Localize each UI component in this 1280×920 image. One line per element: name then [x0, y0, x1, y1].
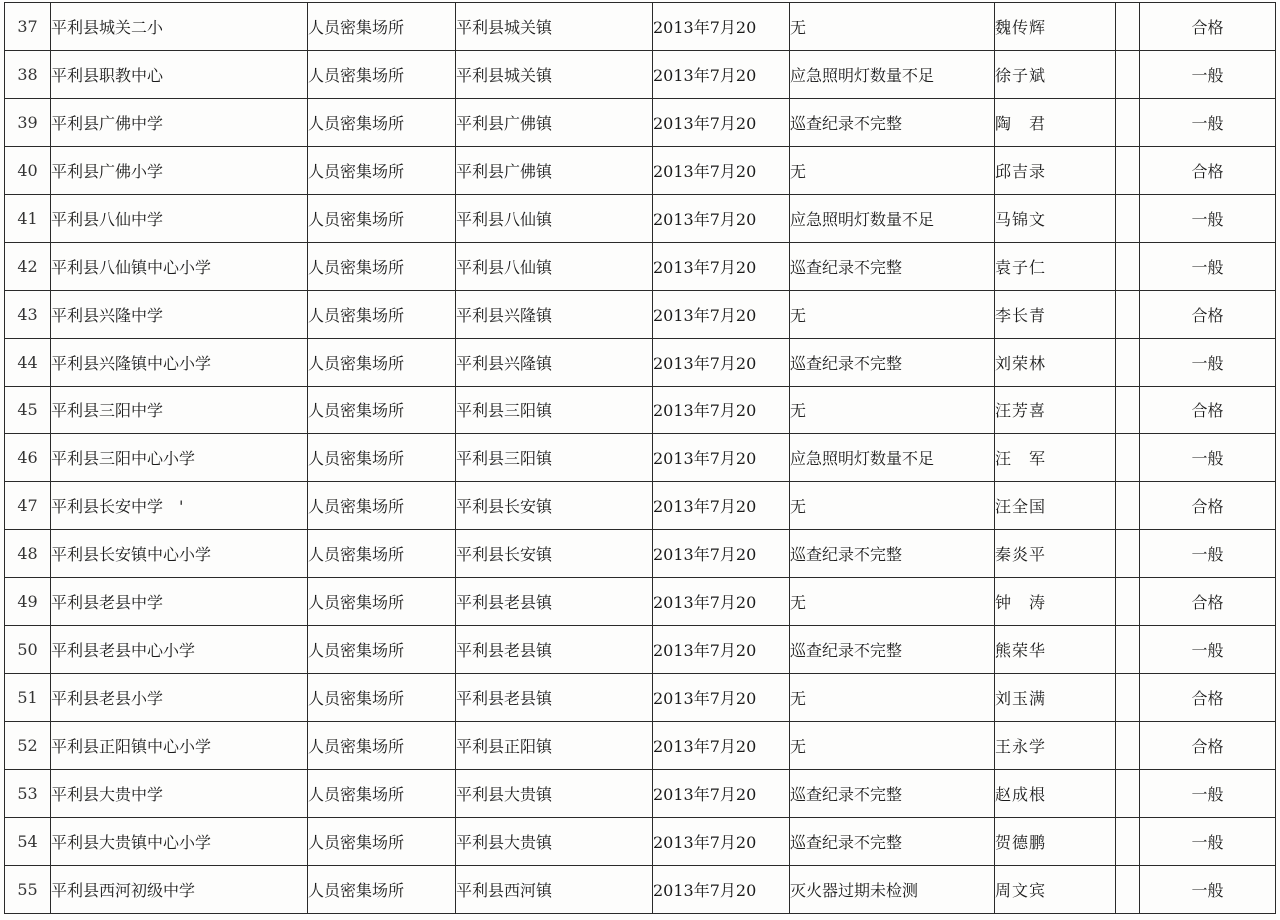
site-name-cell: 平利县广佛中学: [51, 98, 308, 146]
table-row: [5, 338, 1276, 386]
row-number-cell: 39: [5, 98, 51, 146]
responsible-person-cell: 汪全国: [995, 482, 1116, 530]
issue-cell: 无: [790, 578, 995, 626]
site-type-cell: 人员密集场所: [308, 865, 456, 913]
inspection-date-cell: 2013年7月20: [653, 530, 790, 578]
inspection-date-cell: 2013年7月20: [653, 146, 790, 194]
blank-cell: [1116, 817, 1140, 865]
result-cell: 一般: [1140, 434, 1276, 482]
table-row: [5, 817, 1276, 865]
result-cell: 合格: [1140, 3, 1276, 51]
table-row: [5, 146, 1276, 194]
site-type-cell: 人员密集场所: [308, 50, 456, 98]
result-cell: 合格: [1140, 482, 1276, 530]
row-number-cell: 54: [5, 817, 51, 865]
site-name-cell: 平利县正阳镇中心小学: [51, 722, 308, 770]
issue-cell: 无: [790, 146, 995, 194]
town-cell: 平利县老县镇: [456, 674, 653, 722]
site-type-cell: 人员密集场所: [308, 146, 456, 194]
blank-cell: [1116, 865, 1140, 913]
responsible-person-cell: 王永学: [995, 722, 1116, 770]
site-type-cell: 人员密集场所: [308, 817, 456, 865]
site-name-cell: 平利县广佛小学: [51, 146, 308, 194]
result-cell: 一般: [1140, 242, 1276, 290]
responsible-person-cell: 马锦文: [995, 194, 1116, 242]
table-row: [5, 578, 1276, 626]
site-type-cell: 人员密集场所: [308, 242, 456, 290]
table-row: [5, 290, 1276, 338]
site-name-cell: 平利县八仙镇中心小学: [51, 242, 308, 290]
row-number-cell: 40: [5, 146, 51, 194]
inspection-date-cell: 2013年7月20: [653, 626, 790, 674]
town-cell: 平利县老县镇: [456, 626, 653, 674]
town-cell: 平利县大贵镇: [456, 817, 653, 865]
blank-cell: [1116, 50, 1140, 98]
blank-cell: [1116, 3, 1140, 51]
site-type-cell: 人员密集场所: [308, 338, 456, 386]
table-row: [5, 626, 1276, 674]
town-cell: 平利县兴隆镇: [456, 290, 653, 338]
table-row: [5, 3, 1276, 51]
blank-cell: [1116, 674, 1140, 722]
inspection-date-cell: 2013年7月20: [653, 290, 790, 338]
site-name-cell: 平利县长安中学 ': [51, 482, 308, 530]
issue-cell: 无: [790, 674, 995, 722]
site-type-cell: 人员密集场所: [308, 530, 456, 578]
row-number-cell: 44: [5, 338, 51, 386]
row-number-cell: 55: [5, 865, 51, 913]
site-type-cell: 人员密集场所: [308, 770, 456, 818]
table-row: [5, 722, 1276, 770]
result-cell: 一般: [1140, 194, 1276, 242]
site-name-cell: 平利县老县中学: [51, 578, 308, 626]
site-name-cell: 平利县老县中心小学: [51, 626, 308, 674]
issue-cell: 无: [790, 290, 995, 338]
responsible-person-cell: 李长青: [995, 290, 1116, 338]
site-type-cell: 人员密集场所: [308, 386, 456, 434]
blank-cell: [1116, 530, 1140, 578]
table-row: [5, 242, 1276, 290]
table-row: [5, 482, 1276, 530]
table-row: [5, 770, 1276, 818]
town-cell: 平利县广佛镇: [456, 146, 653, 194]
result-cell: 一般: [1140, 770, 1276, 818]
blank-cell: [1116, 146, 1140, 194]
inspection-date-cell: 2013年7月20: [653, 50, 790, 98]
row-number-cell: 45: [5, 386, 51, 434]
inspection-date-cell: 2013年7月20: [653, 578, 790, 626]
blank-cell: [1116, 770, 1140, 818]
issue-cell: 巡查纪录不完整: [790, 817, 995, 865]
blank-cell: [1116, 482, 1140, 530]
inspection-date-cell: 2013年7月20: [653, 386, 790, 434]
town-cell: 平利县长安镇: [456, 530, 653, 578]
town-cell: 平利县大贵镇: [456, 770, 653, 818]
blank-cell: [1116, 578, 1140, 626]
site-type-cell: 人员密集场所: [308, 194, 456, 242]
site-name-cell: 平利县三阳中学: [51, 386, 308, 434]
result-cell: 一般: [1140, 50, 1276, 98]
row-number-cell: 53: [5, 770, 51, 818]
responsible-person-cell: 汪 军: [995, 434, 1116, 482]
result-cell: 一般: [1140, 98, 1276, 146]
inspection-date-cell: 2013年7月20: [653, 194, 790, 242]
blank-cell: [1116, 386, 1140, 434]
town-cell: 平利县正阳镇: [456, 722, 653, 770]
inspection-date-cell: 2013年7月20: [653, 338, 790, 386]
site-name-cell: 平利县兴隆镇中心小学: [51, 338, 308, 386]
blank-cell: [1116, 242, 1140, 290]
result-cell: 合格: [1140, 386, 1276, 434]
responsible-person-cell: 钟 涛: [995, 578, 1116, 626]
responsible-person-cell: 贺德鹏: [995, 817, 1116, 865]
town-cell: 平利县西河镇: [456, 865, 653, 913]
issue-cell: 无: [790, 3, 995, 51]
inspection-date-cell: 2013年7月20: [653, 242, 790, 290]
town-cell: 平利县城关镇: [456, 50, 653, 98]
site-name-cell: 平利县老县小学: [51, 674, 308, 722]
row-number-cell: 41: [5, 194, 51, 242]
result-cell: 合格: [1140, 290, 1276, 338]
row-number-cell: 52: [5, 722, 51, 770]
table-row: [5, 434, 1276, 482]
inspection-date-cell: 2013年7月20: [653, 722, 790, 770]
table-row: [5, 865, 1276, 913]
site-type-cell: 人员密集场所: [308, 98, 456, 146]
table-row: [5, 674, 1276, 722]
row-number-cell: 42: [5, 242, 51, 290]
town-cell: 平利县三阳镇: [456, 434, 653, 482]
responsible-person-cell: 徐子斌: [995, 50, 1116, 98]
row-number-cell: 47: [5, 482, 51, 530]
row-number-cell: 50: [5, 626, 51, 674]
table-row: [5, 194, 1276, 242]
site-name-cell: 平利县城关二小: [51, 3, 308, 51]
responsible-person-cell: 魏传辉: [995, 3, 1116, 51]
row-number-cell: 51: [5, 674, 51, 722]
issue-cell: 巡查纪录不完整: [790, 98, 995, 146]
town-cell: 平利县兴隆镇: [456, 338, 653, 386]
issue-cell: 巡查纪录不完整: [790, 242, 995, 290]
town-cell: 平利县八仙镇: [456, 242, 653, 290]
responsible-person-cell: 秦炎平: [995, 530, 1116, 578]
responsible-person-cell: 陶 君: [995, 98, 1116, 146]
responsible-person-cell: 汪芳喜: [995, 386, 1116, 434]
blank-cell: [1116, 290, 1140, 338]
inspection-date-cell: 2013年7月20: [653, 98, 790, 146]
issue-cell: 灭火器过期未检测: [790, 865, 995, 913]
inspection-date-cell: 2013年7月20: [653, 3, 790, 51]
inspection-table: [4, 2, 1276, 914]
result-cell: 合格: [1140, 578, 1276, 626]
site-name-cell: 平利县三阳中心小学: [51, 434, 308, 482]
town-cell: 平利县广佛镇: [456, 98, 653, 146]
responsible-person-cell: 熊荣华: [995, 626, 1116, 674]
blank-cell: [1116, 722, 1140, 770]
result-cell: 合格: [1140, 674, 1276, 722]
site-type-cell: 人员密集场所: [308, 722, 456, 770]
site-type-cell: 人员密集场所: [308, 434, 456, 482]
table-row: [5, 98, 1276, 146]
site-name-cell: 平利县西河初级中学: [51, 865, 308, 913]
town-cell: 平利县老县镇: [456, 578, 653, 626]
site-name-cell: 平利县长安镇中心小学: [51, 530, 308, 578]
inspection-date-cell: 2013年7月20: [653, 770, 790, 818]
issue-cell: 应急照明灯数量不足: [790, 194, 995, 242]
issue-cell: 无: [790, 482, 995, 530]
issue-cell: 巡查纪录不完整: [790, 530, 995, 578]
table-body: [5, 3, 1276, 914]
site-type-cell: 人员密集场所: [308, 674, 456, 722]
town-cell: 平利县长安镇: [456, 482, 653, 530]
table-row: [5, 530, 1276, 578]
inspection-date-cell: 2013年7月20: [653, 674, 790, 722]
result-cell: 一般: [1140, 626, 1276, 674]
row-number-cell: 46: [5, 434, 51, 482]
result-cell: 一般: [1140, 338, 1276, 386]
responsible-person-cell: 邱吉录: [995, 146, 1116, 194]
issue-cell: 无: [790, 722, 995, 770]
inspection-date-cell: 2013年7月20: [653, 865, 790, 913]
row-number-cell: 49: [5, 578, 51, 626]
blank-cell: [1116, 98, 1140, 146]
town-cell: 平利县城关镇: [456, 3, 653, 51]
issue-cell: 应急照明灯数量不足: [790, 50, 995, 98]
site-name-cell: 平利县大贵中学: [51, 770, 308, 818]
town-cell: 平利县三阳镇: [456, 386, 653, 434]
issue-cell: 无: [790, 386, 995, 434]
issue-cell: 巡查纪录不完整: [790, 770, 995, 818]
blank-cell: [1116, 626, 1140, 674]
responsible-person-cell: 赵成根: [995, 770, 1116, 818]
site-type-cell: 人员密集场所: [308, 3, 456, 51]
inspection-date-cell: 2013年7月20: [653, 817, 790, 865]
result-cell: 一般: [1140, 817, 1276, 865]
row-number-cell: 48: [5, 530, 51, 578]
result-cell: 合格: [1140, 146, 1276, 194]
blank-cell: [1116, 338, 1140, 386]
site-type-cell: 人员密集场所: [308, 626, 456, 674]
site-name-cell: 平利县八仙中学: [51, 194, 308, 242]
town-cell: 平利县八仙镇: [456, 194, 653, 242]
inspection-date-cell: 2013年7月20: [653, 434, 790, 482]
responsible-person-cell: 刘玉满: [995, 674, 1116, 722]
result-cell: 合格: [1140, 722, 1276, 770]
site-type-cell: 人员密集场所: [308, 290, 456, 338]
issue-cell: 巡查纪录不完整: [790, 338, 995, 386]
issue-cell: 应急照明灯数量不足: [790, 434, 995, 482]
site-name-cell: 平利县兴隆中学: [51, 290, 308, 338]
row-number-cell: 43: [5, 290, 51, 338]
result-cell: 一般: [1140, 865, 1276, 913]
result-cell: 一般: [1140, 530, 1276, 578]
inspection-date-cell: 2013年7月20: [653, 482, 790, 530]
row-number-cell: 38: [5, 50, 51, 98]
responsible-person-cell: 刘荣林: [995, 338, 1116, 386]
site-type-cell: 人员密集场所: [308, 482, 456, 530]
table-row: [5, 386, 1276, 434]
blank-cell: [1116, 194, 1140, 242]
blank-cell: [1116, 434, 1140, 482]
responsible-person-cell: 袁子仁: [995, 242, 1116, 290]
row-number-cell: 37: [5, 3, 51, 51]
responsible-person-cell: 周文宾: [995, 865, 1116, 913]
site-name-cell: 平利县职教中心: [51, 50, 308, 98]
issue-cell: 巡查纪录不完整: [790, 626, 995, 674]
table-row: [5, 50, 1276, 98]
site-type-cell: 人员密集场所: [308, 578, 456, 626]
site-name-cell: 平利县大贵镇中心小学: [51, 817, 308, 865]
